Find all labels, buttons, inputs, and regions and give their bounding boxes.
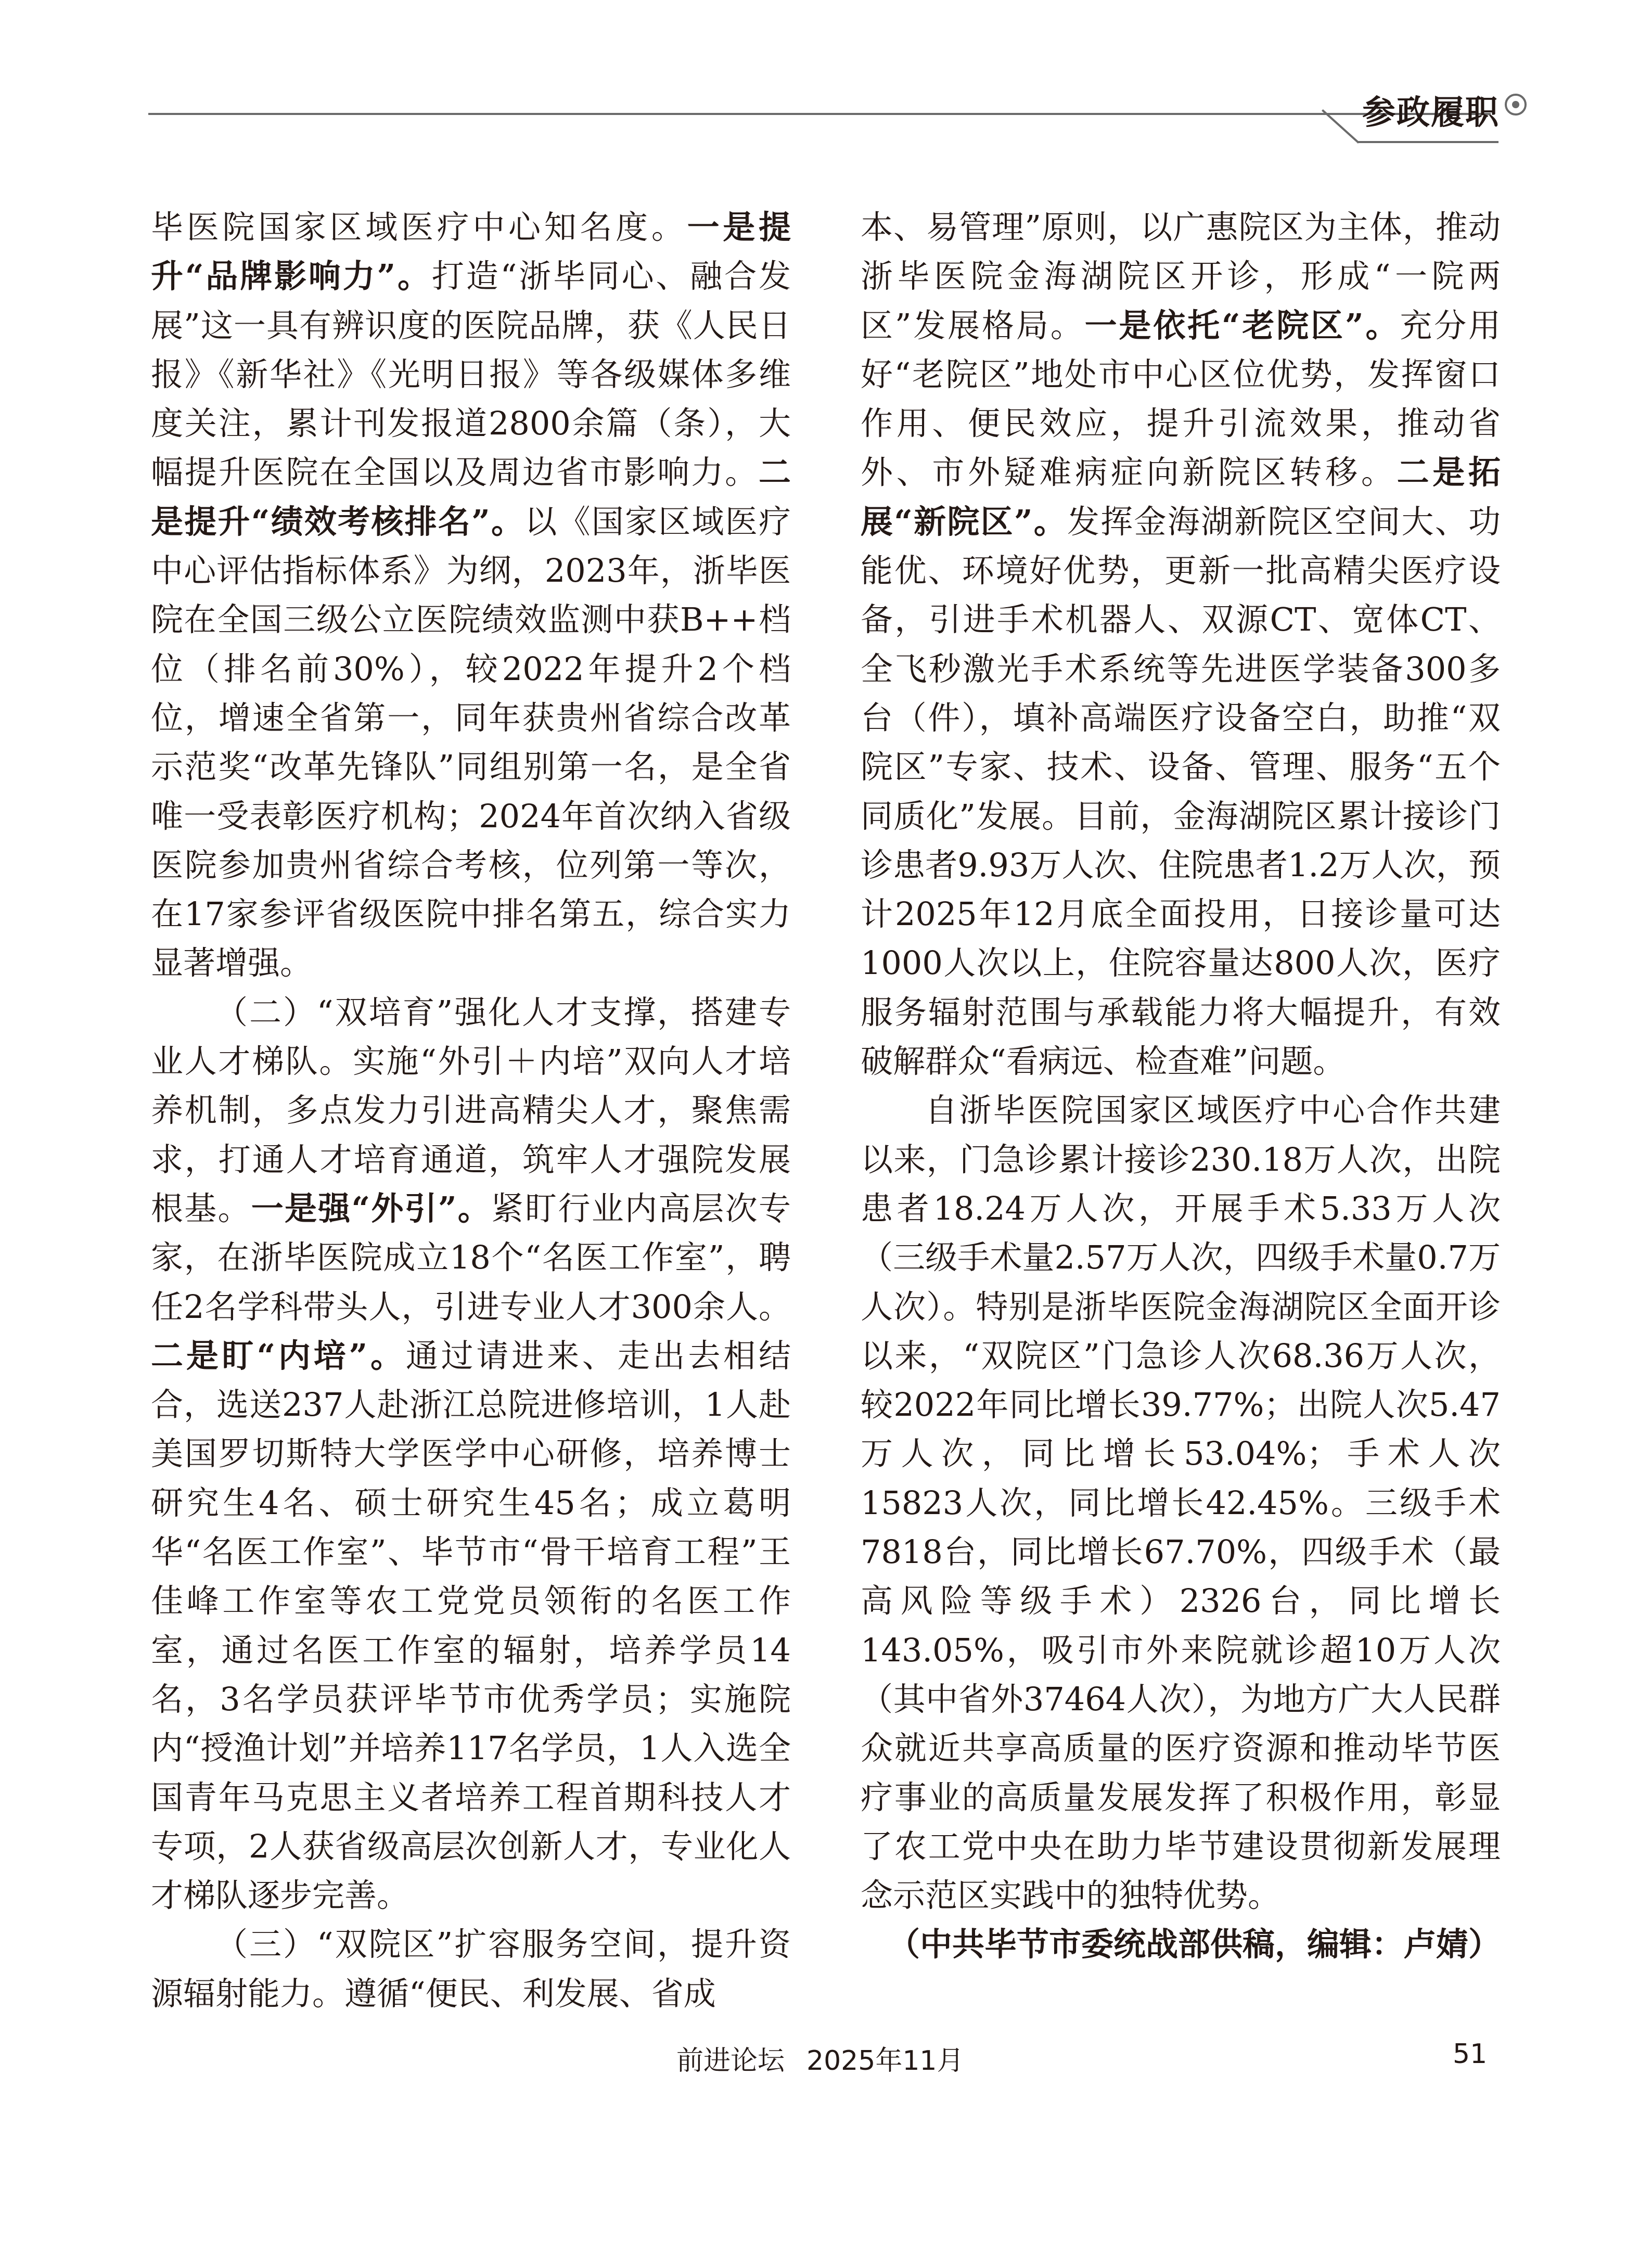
text: （二）“双培育”强化人才支撑，搭建专业人才梯队。实施“外引＋内培”双向人才培养机制，多点发力引进高精尖人才，聚焦需求，打通人才培育通道，筑牢人才强院发展根基。 [151, 993, 791, 1227]
text: 毕医院国家区域医疗中心知名度。 [151, 208, 687, 246]
paragraph-talent [151, 988, 791, 1920]
article-credit: （中共毕节市委统战部供稿，编辑：卢婧） [887, 1925, 1501, 1964]
text: 紧盯行业内高层次专家，在浙毕医院成立18个“名医工作室”，聘任2名学科带头人，引进专业人才300余人。 [151, 1189, 791, 1326]
header-rule [148, 113, 1491, 115]
bold-point: 二是提升“绩效考核排名”。 [151, 453, 791, 541]
text: 发挥金海湖新院区空间大、功能优、环境好优势，更新一批高精尖医疗设备，引进手术机器人、双源CT、宽体CT、全飞秒激光手术系统等先进医学装备300多台（件），填补高端医疗设备空白，助推“双院区”专家、技术、设备、管理、服务“五个同质化”发展。目前，金海湖院区累计接诊门诊患者9.93万人次、住院患者1.2万人次，预计2025年12月底全面投用，日接诊量可达1000人次以上，住院容量达800人次，医疗服务辐射范围与承载能力将大幅提升，有效破解群众“看病远、检查难”问题。 [861, 502, 1501, 1081]
paragraph-brand-performance [151, 203, 791, 988]
header-rule-right [1358, 141, 1499, 143]
text: （三）“双院区”扩容服务空间，提升资源辐射能力。遵循“便民、利发展、省成 [151, 1925, 791, 2013]
bold-point: 二是拓展“新院区”。 [861, 453, 1501, 541]
page-number: 51 [1453, 2039, 1488, 2070]
bold-point: 二是盯“内培”。 [151, 1336, 406, 1375]
target-circle-icon [1505, 94, 1527, 116]
text: 打造“浙毕同心、融合发展”这一具有辨识度的医院品牌，获《人民日报》《新华社》《光明日报》等各级媒体多维度关注，累计刊发报道2800余篇（条），大幅提升医院在全国以及周边省市影响力。 [151, 257, 791, 492]
paragraph-dual-campus [861, 203, 1501, 1086]
bold-point: 一是强“外引”。 [251, 1189, 492, 1227]
journal-name: 前进论坛 [676, 2045, 785, 2077]
issue-date: 2025年11月 [806, 2045, 964, 2077]
bold-point: 一是提升“品牌影响力”。 [151, 208, 791, 296]
page-footer [0, 2039, 1652, 2075]
left-column [151, 203, 791, 2018]
text: 自浙毕医院国家区域医疗中心合作共建以来，门急诊累计接诊230.18万人次，出院患者18.24万人次，开展手术5.33万人次（三级手术量2.57万人次，四级手术量0.7万人次）。特别是浙毕医院金海湖院区全面开诊以来，“双院区”门急诊人次68.36万人次，较2022年同比增长39.77%；出院人次5.47万人次，同比增长53.04%；手术人次15823人次，同比增长42.45%。三级手术7818台，同比增长67.70%，四级手术（最高风险等级手术）2326台，同比增长143.05%，吸引市外来院就诊超10万人次（其中省外37464人次），为地方广大人民群众就近共享高质量的医疗资源和推动毕节医疗事业的高质量发展发挥了积极作用，彰显了农工党中央在助力毕节建设贯彻新发展理念示范区实践中的独特优势。 [861, 1091, 1501, 1915]
text: 以《国家区域医疗中心评估指标体系》为纲，2023年，浙毕医院在全国三级公立医院绩效监测中获B++档位（排名前30%），较2022年提升2个档位，增速全省第一，同年获贵州省综合改革示范奖“改革先锋队”同组别第一名，是全省唯一受表彰医疗机构；2024年首次纳入省级医院参加贵州省综合考核，位列第一等次，在17家参评省级医院中排名第五，综合实力显著增强。 [151, 502, 791, 982]
text: 充分用好“老院区”地处市中心区位优势，发挥窗口作用、便民效应，提升引流效果，推动省外、市外疑难病症向新院区转移。 [861, 306, 1501, 492]
right-column [861, 203, 1501, 1969]
paragraph-dual-campus-intro [151, 1920, 791, 2018]
bold-point: 一是依托“老院区”。 [1084, 306, 1400, 344]
paragraph-summary-stats [861, 1086, 1501, 1920]
section-title: 参政履职 [1362, 93, 1500, 132]
text: 通过请进来、走出去相结合，选送237人赴浙江总院进修培训，1人赴美国罗切斯特大学医学中心研修，培养博士研究生4名、硕士研究生45名；成立葛明华“名医工作室”、毕节市“骨干培育工程”王佳峰工作室等农工党党员领衔的名医工作室，通过名医工作室的辐射，培养学员14名，3名学员获评毕节市优秀学员；实施院内“授渔计划”并培养117名学员，1人入选全国青年马克思主义者培养工程首期科技人才专项，2人获省级高层次创新人才，专业化人才梯队逐步完善。 [151, 1336, 791, 1915]
text: 本、易管理”原则，以广惠院区为主体，推动浙毕医院金海湖院区开诊，形成“一院两区”发展格局。 [861, 208, 1501, 344]
